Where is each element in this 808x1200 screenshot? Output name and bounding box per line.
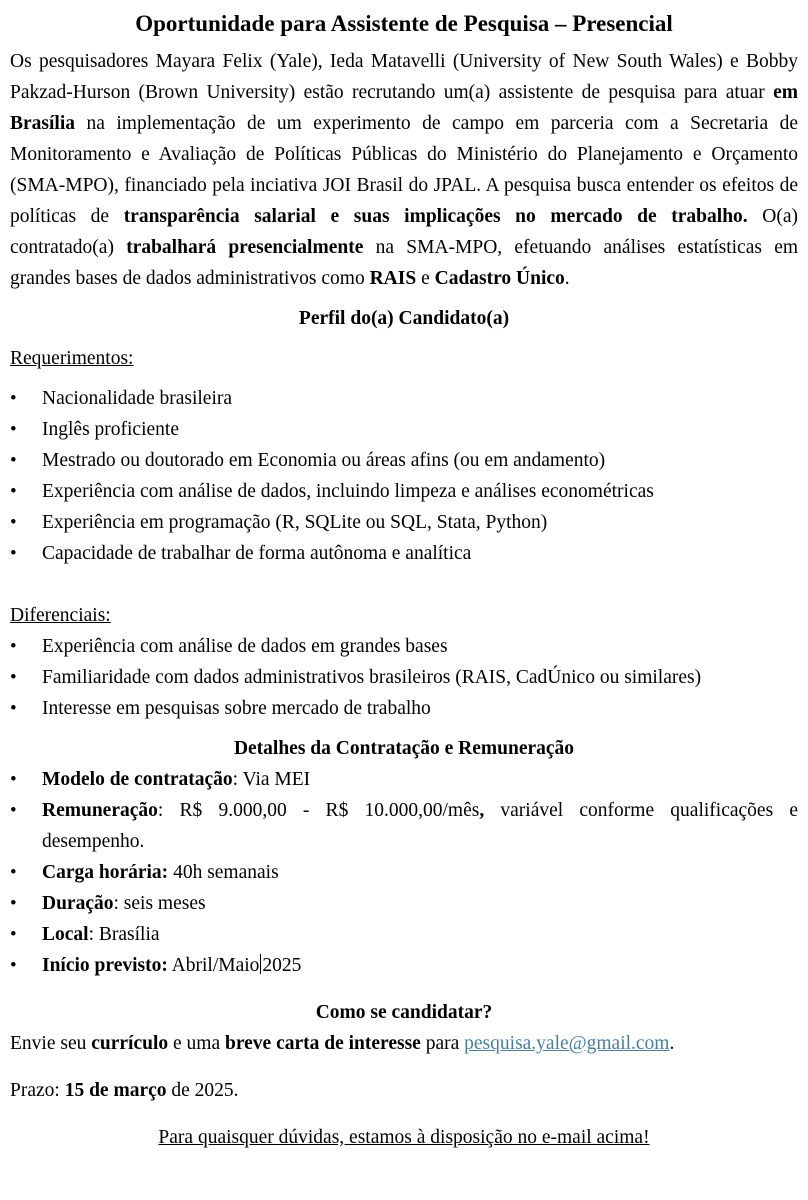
list-item: • Experiência em programação (R, SQLite ou SQL, Stata, Python) (10, 507, 798, 538)
apply-paragraph (10, 1028, 798, 1059)
list-item: • Familiaridade com dados administrativos brasileiros (RAIS, CadÚnico ou similares) (10, 662, 798, 693)
details-heading: Detalhes da Contratação e Remuneração (233, 738, 575, 759)
apply-text: e uma (168, 1033, 225, 1054)
intro-bold-cadastro: Cadastro Único (434, 268, 565, 289)
footer-note: Para quaisquer dúvidas, estamos à disposição no e-mail acima! (158, 1127, 650, 1148)
detail-item-hours (10, 857, 798, 888)
list-item: • Inglês proficiente (10, 414, 798, 445)
detail-label: Remuneração (42, 800, 158, 821)
intro-bold-rais: RAIS (369, 268, 417, 289)
detail-comma: , (479, 800, 485, 821)
intro-text: O(a) contratado(a) (10, 206, 798, 258)
profile-heading: Perfil do(a) Candidato(a) (298, 308, 510, 329)
email-link[interactable]: pesquisa.yale@gmail.com (464, 1033, 670, 1054)
apply-text: . (669, 1033, 675, 1054)
apply-bold-cv: currículo (91, 1033, 169, 1054)
apply-text: para (420, 1033, 465, 1054)
detail-item-model (10, 764, 798, 795)
requirements-heading: Requerimentos: (10, 348, 134, 369)
intro-text: na implementação de um experimento de campo em parceria com a Secretaria de Monitoramento e Avaliação de Políticas Públicas do Ministério do Planejamento e Orçamento (SMA-MPO), financiado pela inciativa JOI Brasil do JPAL. A pesquisa busca entender os efeitos de políticas de (10, 113, 798, 227)
list-item: • Nacionalidade brasileira (10, 383, 798, 414)
intro-text: e (416, 268, 435, 289)
detail-label: Modelo de contratação (42, 769, 233, 790)
list-item: • Interesse em pesquisas sobre mercado de trabalho (10, 693, 798, 724)
apply-heading: Como se candidatar? (315, 1002, 493, 1023)
detail-value: : Brasília (88, 924, 160, 945)
apply-text: Envie seu (10, 1033, 92, 1054)
differentials-list (10, 631, 798, 724)
detail-value: 2025 (262, 955, 302, 976)
detail-value: 40h semanais (168, 862, 279, 883)
details-list (10, 764, 798, 981)
page-title: Oportunidade para Assistente de Pesquisa – Presencial (135, 11, 673, 36)
list-item: • Capacidade de trabalhar de forma autônoma e analítica (10, 538, 798, 569)
detail-item-place (10, 919, 798, 950)
list-item: • Experiência com análise de dados, incluindo limpeza e análises econométricas (10, 476, 798, 507)
detail-value: variável conforme qualificações e desempenho. (42, 800, 798, 852)
intro-text: Os pesquisadores Mayara Felix (Yale), Ieda Matavelli (University of New South Wales) e Bobby Pakzad-Hurson (Brown University) estão recrutando um(a) assistente de pesquisa para atuar (10, 51, 798, 103)
intro-text: na SMA-MPO, efetuando análises estatísticas em grandes bases de dados administrativos como (10, 237, 799, 289)
detail-value: : R$ 9.000,00 - R$ 10.000,00/mês (157, 800, 480, 821)
intro-text: . (564, 268, 570, 289)
deadline-line (10, 1075, 798, 1106)
intro-paragraph (10, 46, 798, 294)
detail-item-pay (10, 795, 798, 857)
requirements-list (10, 383, 798, 569)
detail-value: Abril/Maio (167, 955, 260, 976)
list-item: • Mestrado ou doutorado em Economia ou áreas afins (ou em andamento) (10, 445, 798, 476)
deadline-date: 15 de março (64, 1080, 167, 1101)
deadline-label: Prazo: (10, 1080, 65, 1101)
detail-value: : seis meses (113, 893, 206, 914)
intro-bold-onsite: trabalhará presencialmente (126, 237, 364, 258)
detail-label: Local (42, 924, 89, 945)
intro-bold-location: em Brasília (10, 82, 798, 134)
detail-label: Início previsto: (42, 955, 168, 976)
detail-label: Carga horária: (42, 862, 169, 883)
detail-value: : Via MEI (232, 769, 311, 790)
detail-item-start (10, 950, 798, 981)
apply-bold-letter: breve carta de interesse (225, 1033, 421, 1054)
detail-item-duration (10, 888, 798, 919)
list-item: • Experiência com análise de dados em grandes bases (10, 631, 798, 662)
intro-bold-topic: transparência salarial e suas implicações no mercado de trabalho. (123, 206, 748, 227)
differentials-heading: Diferenciais: (10, 605, 111, 626)
detail-label: Duração (42, 893, 114, 914)
deadline-year: de 2025. (166, 1080, 239, 1101)
